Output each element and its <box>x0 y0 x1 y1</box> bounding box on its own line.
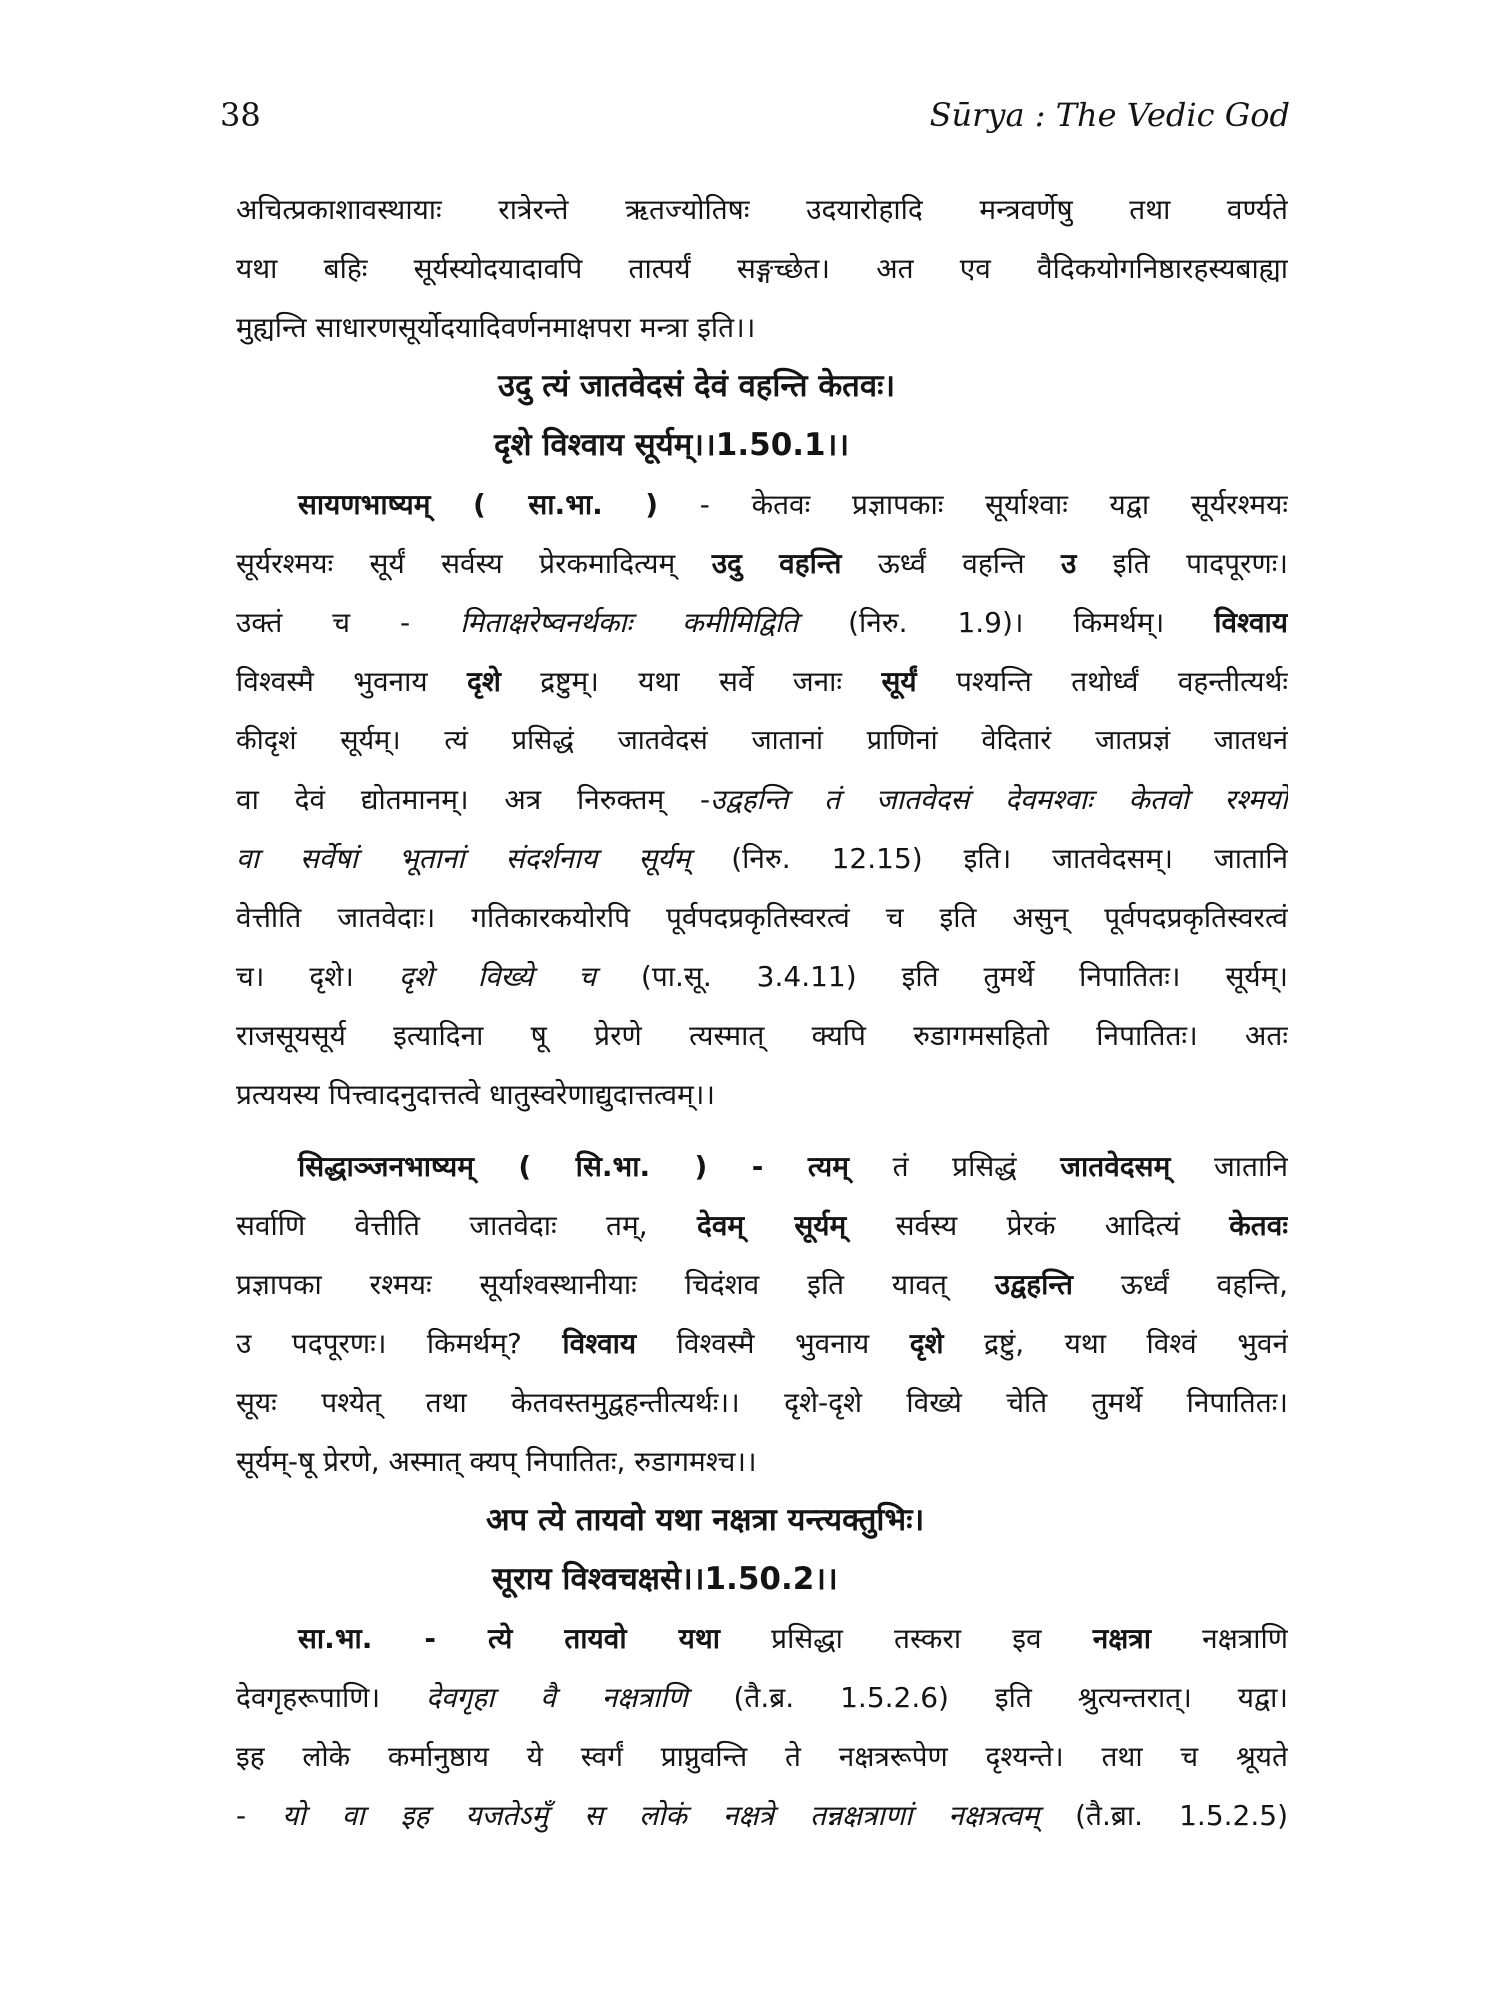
verse-1-50-2 <box>236 1491 1288 1609</box>
running-title: Sūrya : The Vedic God <box>929 96 1290 134</box>
text-line: सायणभाष्यम् ( सा.भा. ) - केतवः प्रज्ञापकाः सूर्याश्वाः यद्वा सूर्यरश्मयः <box>298 488 1288 521</box>
text-line: मुह्यन्ति साधारणसूर्योदयादिवर्णनमाक्षपरा मन्त्रा इति।। <box>236 311 756 344</box>
sayana-commentary-1 <box>236 475 1288 1124</box>
text-line: इह लोके कर्मानुष्ठाय ये स्वर्गं प्राप्नुवन्ति ते नक्षत्ररूपेण दृश्यन्ते। तथा च श्रूयते <box>236 1740 1288 1773</box>
page-header <box>220 96 1290 146</box>
text-line: सूयः पश्येत् तथा केतवस्तमुद्वहन्तीत्यर्थः।। दृशे-दृशे विख्ये चेति तुमर्थे निपातितः। <box>236 1386 1288 1419</box>
commentary-label: सा.भा. - त्ये तायवो यथा <box>298 1622 720 1655</box>
verse-1-50-1 <box>236 357 1288 475</box>
text-line: उक्तं च - मिताक्षरेष्वनर्थकाः कमीमिद्विति (निरु. 1.9)। किमर्थम्। विश्वाय <box>236 606 1288 639</box>
text-line: राजसूयसूर्य इत्यादिना षू प्रेरणे त्यस्मात् क्यपि रुडागमसहितो निपातितः। अतः <box>236 1019 1288 1052</box>
text-line: वा सर्वेषां भूतानां संदर्शनाय सूर्यम् (निरु. 12.15) इति। जातवेदसम्। जातानि <box>236 842 1288 875</box>
text-line: सिद्धाञ्जनभाष्यम् ( सि.भा. ) - त्यम् तं प्रसिद्धं जातवेदसम् जातानि <box>298 1150 1288 1183</box>
text-line: कीदृशं सूर्यम्। त्यं प्रसिद्धं जातवेदसं जातानां प्राणिनां वेदितारं जातप्रज्ञं जातधनं <box>236 725 1288 756</box>
text-line: सूर्यरश्मयः सूर्यं सर्वस्य प्रेरकमादित्यम् उदु वहन्ति ऊर्ध्वं वहन्ति उ इति पादपूरणः। <box>236 547 1288 580</box>
text-line: च। दृशे। दृशे विख्ये च (पा.सू. 3.4.11) इति तुमर्थे निपातितः। सूर्यम्। <box>236 960 1288 993</box>
verse-line: अप त्ये तायवो यथा नक्षत्रा यन्त्यक्तुभिः। <box>486 1502 925 1538</box>
text-line: वा देवं द्योतमानम्। अत्र निरुक्तम् -उद्वहन्ति तं जातवेदसं देवमश्वाः केतवो रश्मयो <box>236 783 1288 816</box>
text-line: सा.भा. - त्ये तायवो यथा प्रसिद्धा तस्करा इव नक्षत्रा नक्षत्राणि <box>298 1622 1288 1655</box>
text-line: अचित्प्रकाशावस्थायाः रात्रेरन्ते ऋतज्योतिषः उदयारोहादि मन्त्रवर्णेषु तथा वर्ण्यते <box>236 193 1288 226</box>
siddhanjana-commentary <box>236 1137 1288 1491</box>
text-line: उ पदपूरणः। किमर्थम्? विश्वाय विश्वस्मै भुवनाय दृशे द्रष्टुं, यथा विश्वं भुवनं <box>236 1327 1288 1360</box>
text-line: विश्वस्मै भुवनाय दृशे द्रष्टुम्। यथा सर्वे जनाः सूर्यं पश्यन्ति तथोर्ध्वं वहन्तीत्यर्थः <box>236 665 1288 698</box>
commentary-label: सिद्धाञ्जनभाष्यम् ( सि.भा. ) - त्यम् <box>298 1150 849 1183</box>
sayana-commentary-2 <box>236 1609 1288 1845</box>
text-line: सूर्यम्-षू प्रेरणे, अस्मात् क्यप् निपातितः, रुडागमश्च।। <box>236 1445 757 1478</box>
text-line: वेत्तीति जातवेदाः। गतिकारकयोरपि पूर्वपदप्रकृतिस्वरत्वं च इति असुन् पूर्वपदप्रकृतिस्वरत्वं <box>236 901 1288 934</box>
text-line: सर्वाणि वेत्तीति जातवेदाः तम्, देवम् सूर्यम् सर्वस्य प्रेरकं आदित्यं केतवः <box>236 1209 1288 1242</box>
text-line: - यो वा इह यजतेऽमुँ स लोकं नक्षत्रे तन्नक्षत्राणां नक्षत्रत्वम् (तै.ब्रा. 1.5.2.5) <box>236 1799 1288 1832</box>
page-number: 38 <box>220 96 261 134</box>
intro-paragraph <box>236 180 1288 357</box>
verse-line: उदु त्यं जातवेदसं देवं वहन्ति केतवः। <box>498 368 896 404</box>
text-line: यथा बहिः सूर्यस्योदयादावपि तात्पर्यं सङ्गच्छेत। अत एव वैदिकयोगनिष्ठारहस्यबाह्या <box>236 252 1288 285</box>
text-line: प्रत्ययस्य पित्त्वादनुदात्तत्वे धातुस्वरेणाद्युदात्तत्वम्।। <box>236 1078 716 1111</box>
commentary-label: सायणभाष्यम् ( सा.भा. ) <box>298 488 659 521</box>
page-body <box>236 180 1288 1845</box>
verse-line: सूराय विश्वचक्षसे।।1.50.2।। <box>492 1561 838 1597</box>
text-line: देवगृहरूपाणि। देवगृहा वै नक्षत्राणि (तै.ब्र. 1.5.2.6) इति श्रुत्यन्तरात्। यद्वा। <box>236 1681 1288 1714</box>
verse-line: दृशे विश्वाय सूर्यम्।।1.50.1।। <box>494 427 850 463</box>
text-line: प्रज्ञापका रश्मयः सूर्याश्वस्थानीयाः चिदंशव इति यावत् उद्वहन्ति ऊर्ध्वं वहन्ति, <box>236 1268 1288 1301</box>
